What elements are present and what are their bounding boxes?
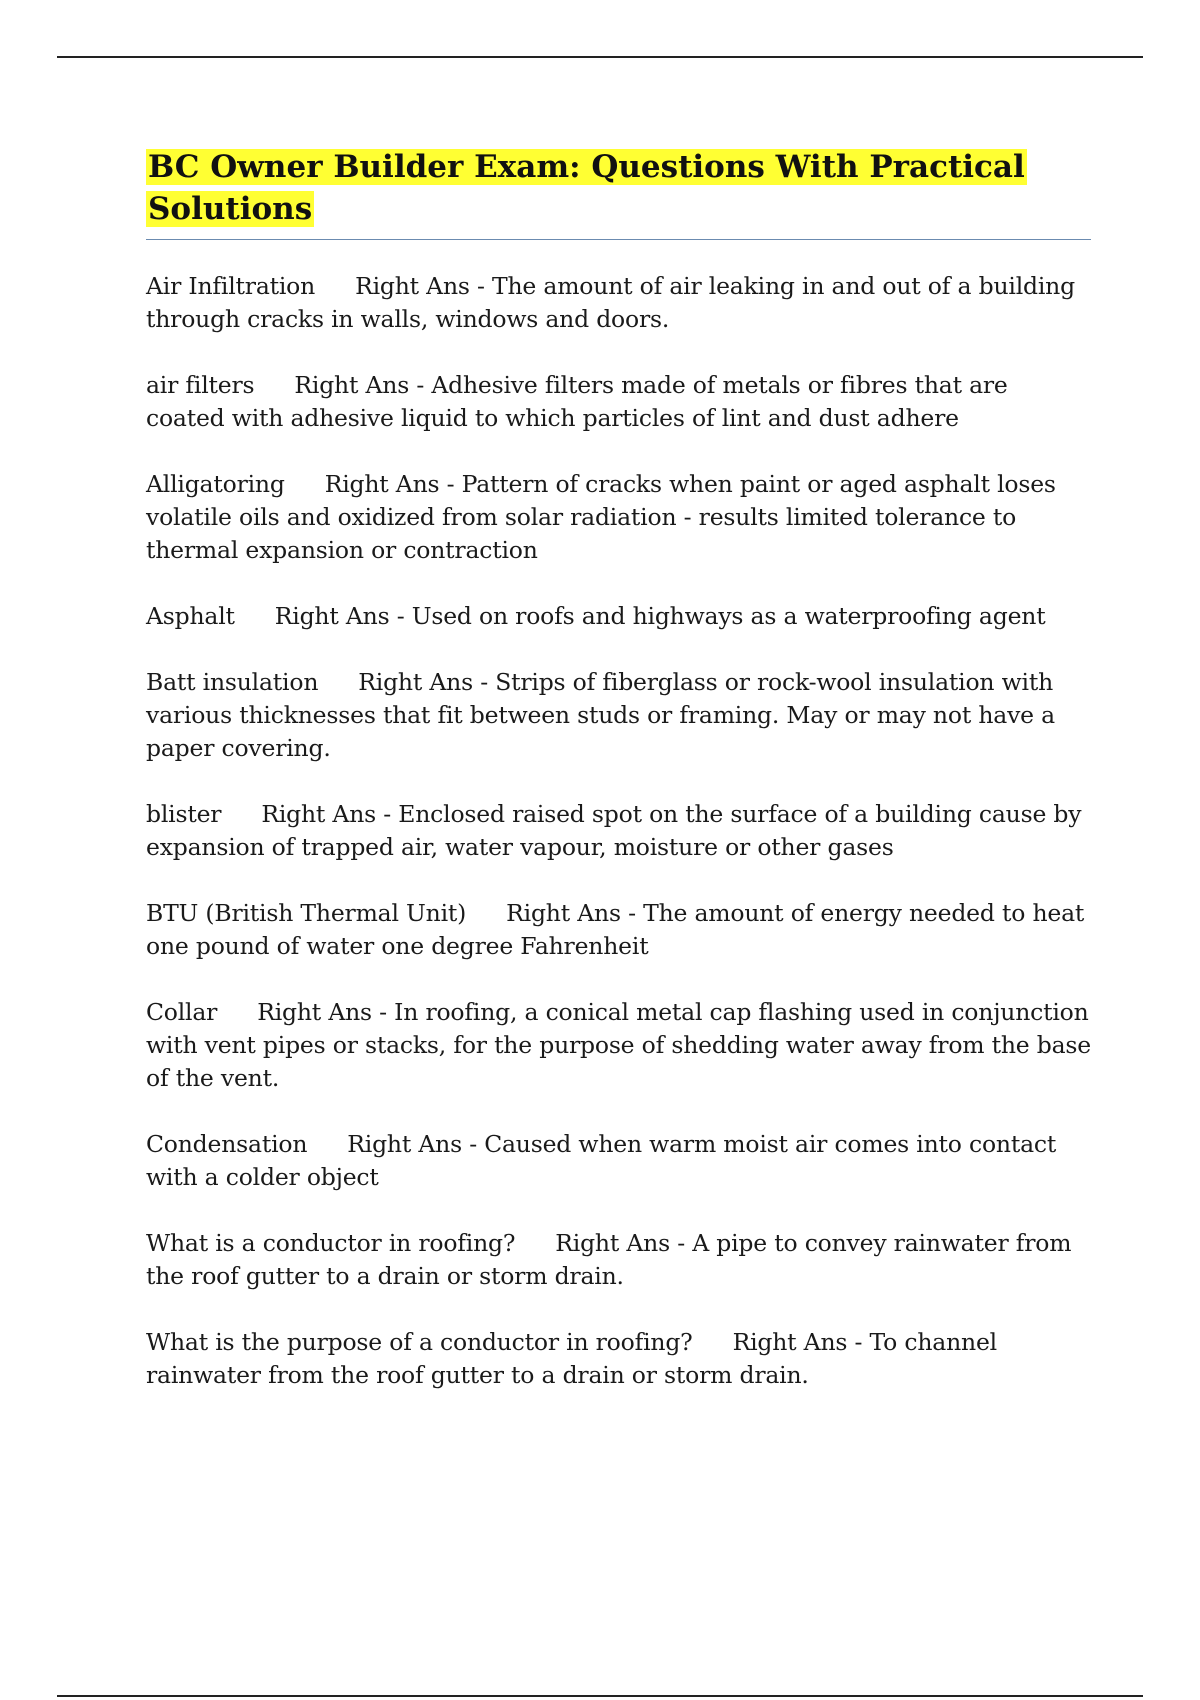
entry-answer: Right Ans - Caused when warm moist air comes into contact with a colder object xyxy=(146,1130,1057,1191)
entry-term: What is a conductor in roofing? xyxy=(146,1229,516,1257)
entry-term: blister xyxy=(146,800,222,828)
entry-term: air filters xyxy=(146,371,255,399)
qa-entry xyxy=(146,369,1091,435)
qa-entry xyxy=(146,600,1091,633)
qa-entry xyxy=(146,1326,1091,1392)
entry-answer: Right Ans - A pipe to convey rainwater from the roof gutter to a drain or storm drain. xyxy=(146,1229,1072,1290)
footer-rule xyxy=(57,1695,1143,1697)
entry-term: Asphalt xyxy=(146,602,235,630)
header-rule xyxy=(57,56,1143,58)
entry-term: Collar xyxy=(146,998,218,1026)
entry-answer: Right Ans - The amount of energy needed to heat one pound of water one degree Fahrenheit xyxy=(146,899,1085,960)
entry-answer: Right Ans - The amount of air leaking in and out of a building through cracks in walls, windows and doors. xyxy=(146,272,1075,333)
qa-list xyxy=(146,270,1091,1392)
qa-entry xyxy=(146,270,1091,336)
qa-entry xyxy=(146,897,1091,963)
qa-entry xyxy=(146,468,1091,567)
entry-answer: Right Ans - Used on roofs and highways as a waterproofing agent xyxy=(274,602,1046,630)
entry-answer: Right Ans - Strips of fiberglass or rock-wool insulation with various thicknesses that fit between studs or framing. May or may not have a paper covering. xyxy=(146,668,1055,762)
title-highlight: BC Owner Builder Exam: Questions With Practical Solutions xyxy=(148,149,1025,227)
qa-entry xyxy=(146,798,1091,864)
entry-answer: Right Ans - Enclosed raised spot on the surface of a building cause by expansion of trapped air, water vapour, moisture or other gases xyxy=(146,800,1082,861)
entry-term: What is the purpose of a conductor in roofing? xyxy=(146,1328,693,1356)
qa-entry xyxy=(146,1128,1091,1194)
entry-term: Air Infiltration xyxy=(146,272,316,300)
document-title xyxy=(146,146,1091,240)
entry-answer: Right Ans - Adhesive filters made of metals or fibres that are coated with adhesive liquid to which particles of lint and dust adhere xyxy=(146,371,1008,432)
entry-answer: Right Ans - Pattern of cracks when paint or aged asphalt loses volatile oils and oxidized from solar radiation - results limited tolerance to thermal expansion or contraction xyxy=(146,470,1056,564)
qa-entry xyxy=(146,666,1091,765)
entry-term: Batt insulation xyxy=(146,668,319,696)
entry-answer: Right Ans - In roofing, a conical metal cap flashing used in conjunction with vent pipes or stacks, for the purpose of shedding water away from the base of the vent. xyxy=(146,998,1092,1092)
entry-term: BTU (British Thermal Unit) xyxy=(146,899,467,927)
qa-entry xyxy=(146,1227,1091,1293)
document-body xyxy=(146,146,1091,1425)
entry-term: Alligatoring xyxy=(146,470,285,498)
entry-term: Condensation xyxy=(146,1130,308,1158)
entry-answer: Right Ans - To channel rainwater from the roof gutter to a drain or storm drain. xyxy=(146,1328,997,1389)
qa-entry xyxy=(146,996,1091,1095)
